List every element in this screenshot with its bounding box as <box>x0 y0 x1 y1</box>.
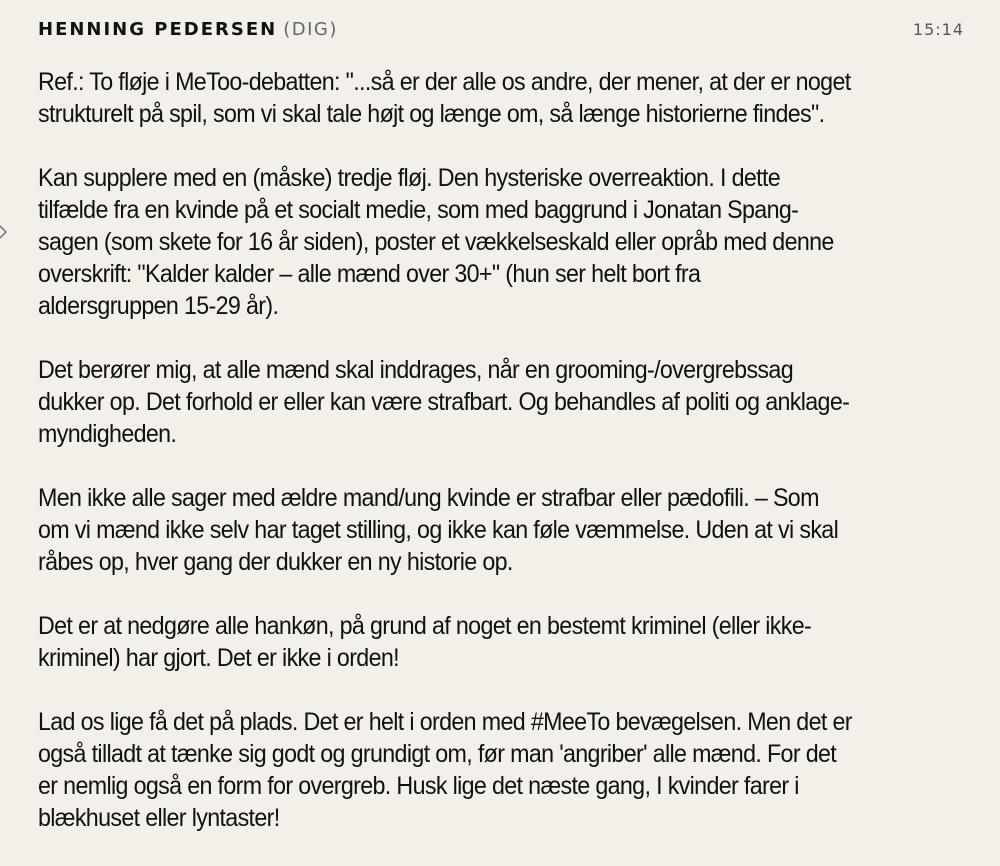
text-line: dukker op. Det forhold er eller kan være strafbart. Og behandles af politi og anklage- <box>38 388 850 416</box>
text-line: aldersgruppen 15-29 år). <box>38 292 279 320</box>
paragraph <box>38 66 978 130</box>
text-line: også tilladt at tænke sig godt og grundigt om, før man 'angriber' alle mænd. For det <box>38 740 837 768</box>
text-line: er nemlig også en form for overgreb. Husk lige det næste gang, I kvinder farer i <box>38 772 799 800</box>
text-line: råbes op, hver gang der dukker en ny historie op. <box>38 548 513 576</box>
text-line: Ref.: To fløje i MeToo-debatten: "...så er der alle os andre, der mener, at der er noget <box>38 68 851 96</box>
text-line: blækhuset eller lyntaster! <box>38 804 280 832</box>
message-timestamp: 15:14 <box>912 19 964 39</box>
text-line: Lad os lige få det på plads. Det er helt i orden med #MeeTo bevægelsen. Men det er <box>38 708 852 736</box>
text-line: Men ikke alle sager med ældre mand/ung kvinde er strafbar eller pædofili. – Som <box>38 484 819 512</box>
text-line: myndigheden. <box>38 420 177 448</box>
text-line: sagen (som skete for 16 år siden), poster et vækkelseskald eller opråb med denne <box>38 228 834 256</box>
author-tag: (DIG) <box>283 18 338 40</box>
paragraph <box>38 354 978 450</box>
cursor-arrow-icon <box>0 224 8 240</box>
text-line: strukturelt på spil, som vi skal tale højt og længe om, så længe historierne findes". <box>38 100 825 128</box>
paragraph <box>38 706 978 834</box>
paragraph <box>38 162 978 322</box>
author-name: HENNING PEDERSEN <box>38 18 278 40</box>
text-line: Det berører mig, at alle mænd skal inddrages, når en grooming-/overgrebssag <box>38 356 793 384</box>
author-block <box>38 19 338 40</box>
message-body <box>38 66 978 866</box>
text-line: Det er at nedgøre alle hankøn, på grund af noget en bestemt kriminel (eller ikke- <box>38 612 812 640</box>
paragraph <box>38 482 978 578</box>
text-line: overskrift: "Kalder kalder – alle mænd over 30+" (hun ser helt bort fra <box>38 260 701 288</box>
text-line: kriminel) har gjort. Det er ikke i orden! <box>38 644 399 672</box>
text-line: om vi mænd ikke selv har taget stilling, og ikke kan føle væmmelse. Uden at vi skal <box>38 516 839 544</box>
message-header <box>38 14 964 44</box>
text-line: tilfælde fra en kvinde på et socialt medie, som med baggrund i Jonatan Spang- <box>38 196 799 224</box>
paragraph <box>38 610 978 674</box>
text-line: Kan supplere med en (måske) tredje fløj. Den hysteriske overreaktion. I dette <box>38 164 781 192</box>
